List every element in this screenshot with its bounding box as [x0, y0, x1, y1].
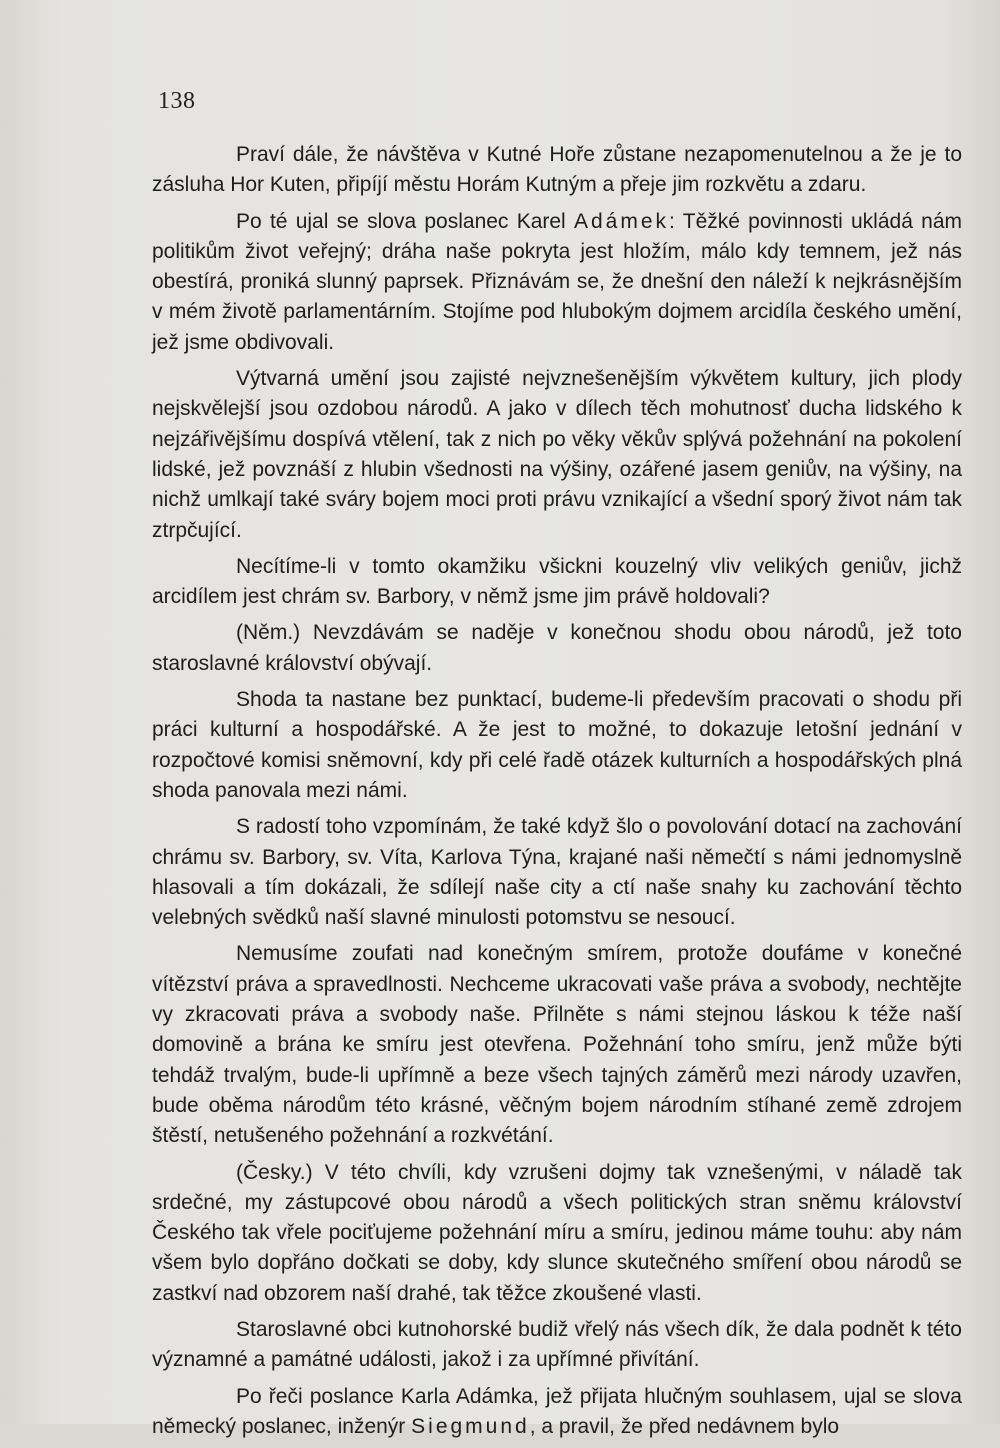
paragraph-8: Nemusíme zoufati nad konečným smírem, protože doufáme v konečné vítězství práva a spravedlnosti. Nechceme ukracovati vaše práva a svobody, nechtějte vy zkracovati práva a svobody naše. Přilněte s námi stejnou láskou k téže naší domovině a brána ke smíru jest otevřena. Požehnání toho smíru, jenž může býti tehdáž trvalým, bude-li upřímně a beze všech tajných záměrů mezi národy uzavřen, bude oběma národům této krásné, věčným bojem národním stíhané země zdrojem štěstí, netušeného požehnání a rozkvétání.	[152, 942, 962, 1148]
paragraph-6: Shoda ta nastane bez punktací, budeme-li především pracovati o shodu při práci kulturní a hospodářské. A že jest to možné, to dokazuje letošní jednání v rozpočtové komisi sněmovní, kdy při celé řadě otázek kulturních a hospodářských plná shoda panovala mezi námi.	[152, 688, 962, 802]
paragraph-4: Necítíme-li v tomto okamžiku všickni kouzelný vliv velikých geniův, jichž arcidílem jest chrám sv. Barbory, v němž jsme jim právě holdovali?	[152, 554, 962, 609]
paragraph-11	[152, 1382, 962, 1443]
paragraph-2-rest: : Těžké povinnosti ukládá nám politikům život veřejný; dráha naše pokryta jest hložím, málo kdy temnem, jež nás obestírá, proniká slunný paprsek. Přiznávám se, že dnešní den náleží k nejkrásnějším v mém životě parlamentárním. Stojíme pod hlubokým dojmem arcidíla českého umění, jež jsme obdivovali.	[152, 209, 962, 354]
paragraph-9: (Česky.) V této chvíli, kdy vzrušeni dojmy tak vznešenými, v náladě tak srdečné, my zástupcové obou národů a všech politických stran sněmu království Českého tak vřele pociťujeme požehnání míru a smíru, jedinou máme touhu: aby nám všem bylo dopřáno dočkati se doby, kdy slunce skutečného smíření obou národů se zastkví nad obzorem naší drahé, tak těžce zkoušené vlasti.	[152, 1160, 962, 1305]
paragraph-7: S radostí toho vzpomínám, že také když šlo o povolování dotací na zachování chrámu sv. Barbory, sv. Víta, Karlova Týna, krajané naši němečtí s námi jednomyslně hlasovali a tím dokázali, že sdílejí naše city a ctí naše snahy ku zachování těchto velebných svědků naší slavné minulosti potomstvu se nesoucí.	[152, 815, 962, 930]
paragraph-11-rest: , a pravil, že před nedávnem bylo	[529, 1414, 840, 1438]
speaker-name-siegmund: Siegmund	[411, 1414, 530, 1438]
paragraph-11-lead: Po řeči poslance Karla Adámka, jež přijata hlučným souhlasem, ujal se slova německý poslanec, inženýr	[152, 1384, 962, 1438]
paragraph-10: Staroslavné obci kutnohorské budiž vřelý nás všech dík, že dala podnět k této významné a památné události, jakož i za upřímné přivítání.	[152, 1317, 962, 1372]
paragraph-2-lead: Po té ujal se slova poslanec Karel	[236, 209, 574, 233]
paragraph-2	[152, 207, 962, 358]
speaker-name-adamek: Adámek	[573, 209, 670, 233]
paragraph-3: Výtvarná umění jsou zajisté nejvznešenějším výkvětem kultury, jich plody nejskvělejší jsou ozdobou národů. A jako v dílech těch mohutnosť ducha lidského k nejzářivějšímu dospívá vtělení, tak z nich po věky věkův splývá požehnání na pokolení lidské, jež povznáší z hlubin všednosti na výšiny, ozářené jasem geniův, na výšiny, na nichž umlkají také sváry bojem moci proti právu vznikající a všední sporý život nám tak ztrpčující.	[152, 367, 962, 542]
page-number: 138	[158, 88, 196, 114]
paragraph-5: (Něm.) Nevzdávám se naděje v konečnou shodu obou národů, jež toto staroslavné království obývají.	[152, 621, 962, 675]
body-text	[152, 140, 962, 1448]
paragraph-1: Praví dále, že návštěva v Kutné Hoře zůstane nezapomenutelnou a že je to zásluha Hor Kuten, připíjí městu Horám Kutným a přeje jim rozkvětu a zdaru.	[152, 143, 962, 197]
